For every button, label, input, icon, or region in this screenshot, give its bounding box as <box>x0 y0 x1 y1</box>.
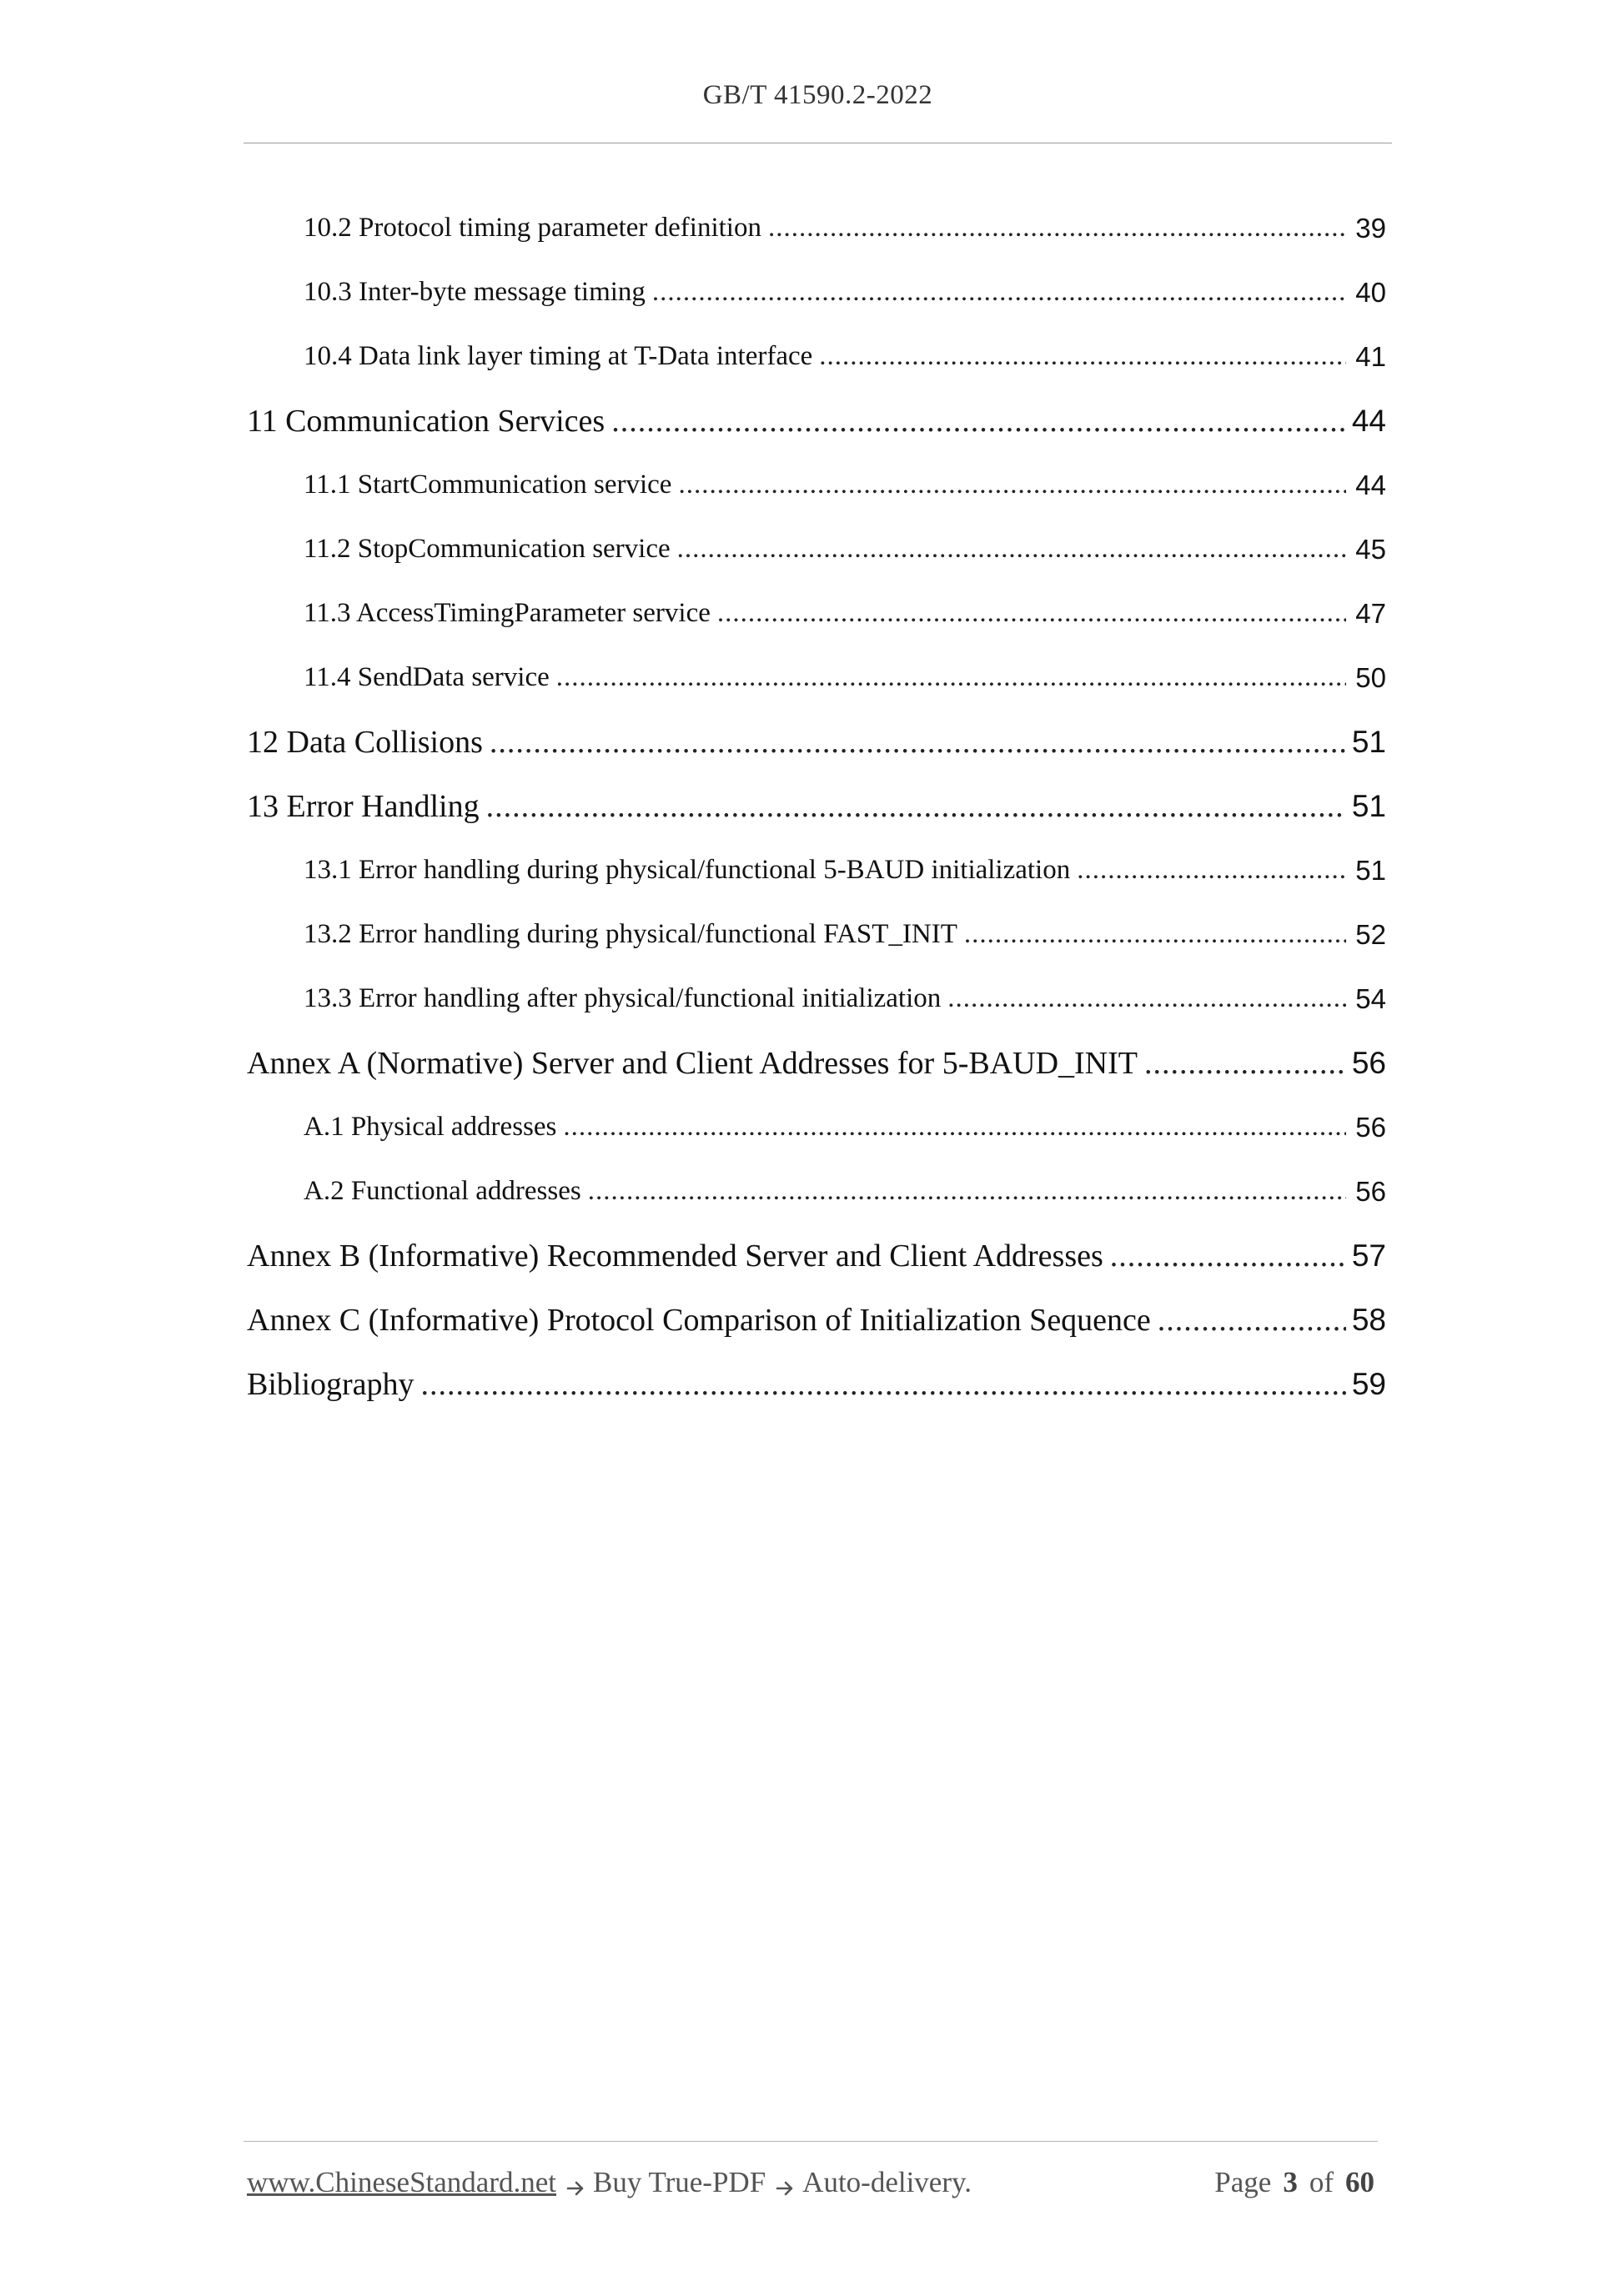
toc-entry-title: 11.3 AccessTimingParameter service <box>304 598 711 628</box>
toc-entry-title: Annex A (Normative) Server and Client Addresses for 5-BAUD_INIT <box>247 1045 1138 1081</box>
dot-leader <box>563 1112 1346 1143</box>
toc-entry-title: 11.4 SendData service <box>304 662 550 692</box>
dot-leader <box>421 1366 1346 1403</box>
dot-leader <box>652 277 1346 308</box>
toc-entry[interactable] <box>247 1159 1386 1223</box>
dot-leader <box>768 213 1346 244</box>
total-pages-number: 60 <box>1345 2166 1374 2198</box>
toc-entry-title: Annex C (Informative) Protocol Comparison of Initialization Sequence <box>247 1302 1151 1338</box>
toc-entry[interactable] <box>247 517 1386 581</box>
toc-entry-page: 51 <box>1355 854 1386 886</box>
toc-entry-title: 13.3 Error handling after physical/functional initialization <box>304 983 942 1013</box>
toc-entry-page: 57 <box>1351 1238 1386 1273</box>
toc-entry-title: 11 Communication Services <box>247 403 605 439</box>
dot-leader <box>1077 855 1346 886</box>
table-of-contents <box>247 196 1386 1416</box>
toc-entry[interactable] <box>247 646 1386 710</box>
toc-entry[interactable] <box>247 581 1386 646</box>
toc-entry-page: 44 <box>1355 469 1386 500</box>
toc-entry-page: 58 <box>1351 1302 1386 1337</box>
toc-entry[interactable] <box>247 260 1386 324</box>
current-page-number: 3 <box>1283 2166 1298 2198</box>
dot-leader <box>964 919 1346 950</box>
toc-entry-title: A.2 Functional addresses <box>304 1176 581 1206</box>
toc-entry-page: 39 <box>1355 212 1386 244</box>
toc-entry-title: Annex B (Informative) Recommended Server and Client Addresses <box>247 1238 1103 1274</box>
toc-entry-page: 56 <box>1355 1175 1386 1207</box>
dot-leader <box>819 341 1346 372</box>
dot-leader <box>611 403 1346 440</box>
toc-entry-page: 41 <box>1355 340 1386 372</box>
toc-entry[interactable] <box>247 1095 1386 1159</box>
toc-entry[interactable] <box>247 196 1386 260</box>
page-footer <box>247 2162 1374 2203</box>
page-number <box>1214 2166 1374 2199</box>
toc-entry[interactable] <box>247 1031 1386 1095</box>
toc-entry-page: 54 <box>1355 982 1386 1014</box>
buy-true-pdf-text: Buy True-PDF <box>593 2166 766 2198</box>
toc-entry-page: 52 <box>1355 918 1386 950</box>
toc-entry-page: 47 <box>1355 597 1386 629</box>
arrow-right-icon <box>776 2173 796 2193</box>
auto-delivery-text: Auto-delivery. <box>802 2166 972 2198</box>
dot-leader <box>717 598 1346 629</box>
toc-entry[interactable] <box>247 838 1386 902</box>
toc-entry-title: 13.1 Error handling during physical/functional 5-BAUD initialization <box>304 855 1071 885</box>
toc-entry[interactable] <box>247 453 1386 517</box>
toc-entry-page: 56 <box>1355 1111 1386 1143</box>
toc-entry-page: 51 <box>1351 724 1386 759</box>
toc-entry[interactable] <box>247 710 1386 774</box>
toc-entry[interactable] <box>247 902 1386 967</box>
toc-entry-title: 11.2 StopCommunication service <box>304 534 671 564</box>
toc-entry[interactable] <box>247 1223 1386 1288</box>
toc-entry[interactable] <box>247 1288 1386 1352</box>
dot-leader <box>556 662 1346 693</box>
dot-leader <box>678 470 1346 500</box>
arrow-right-icon <box>566 2173 586 2193</box>
dot-leader <box>588 1176 1346 1207</box>
dot-leader <box>1110 1238 1346 1274</box>
dot-leader <box>1158 1302 1346 1339</box>
toc-entry-page: 40 <box>1355 276 1386 308</box>
toc-entry-title: Bibliography <box>247 1366 415 1402</box>
toc-entry[interactable] <box>247 774 1386 838</box>
toc-entry[interactable] <box>247 1352 1386 1416</box>
toc-entry-page: 45 <box>1355 533 1386 565</box>
dot-leader <box>947 983 1346 1014</box>
of-word: of <box>1309 2166 1334 2198</box>
page-word: Page <box>1214 2166 1272 2198</box>
document-code: GB/T 41590.2-2022 <box>702 80 933 110</box>
toc-entry-title: 13 Error Handling <box>247 788 480 824</box>
dot-leader <box>486 788 1346 825</box>
toc-entry-page: 51 <box>1351 788 1386 823</box>
toc-entry[interactable] <box>247 389 1386 453</box>
footer-divider <box>244 2141 1378 2142</box>
toc-entry-page: 59 <box>1351 1366 1386 1401</box>
dot-leader <box>1144 1045 1346 1082</box>
dot-leader <box>677 534 1346 565</box>
toc-entry[interactable] <box>247 967 1386 1031</box>
toc-entry-title: A.1 Physical addresses <box>304 1112 557 1142</box>
dot-leader <box>490 724 1346 761</box>
footer-promo <box>247 2166 972 2199</box>
toc-entry-title: 10.2 Protocol timing parameter definition <box>304 213 761 243</box>
toc-entry-page: 50 <box>1355 661 1386 693</box>
toc-entry-title: 12 Data Collisions <box>247 724 483 760</box>
site-link[interactable]: www.ChineseStandard.net <box>247 2166 556 2198</box>
running-header <box>244 80 1392 111</box>
toc-entry[interactable] <box>247 324 1386 389</box>
toc-entry-title: 13.2 Error handling during physical/functional FAST_INIT <box>304 919 957 949</box>
toc-entry-page: 56 <box>1351 1045 1386 1080</box>
toc-entry-title: 11.1 StartCommunication service <box>304 470 672 500</box>
toc-entry-title: 10.3 Inter-byte message timing <box>304 277 646 307</box>
toc-entry-page: 44 <box>1351 403 1386 438</box>
toc-entry-title: 10.4 Data link layer timing at T-Data interface <box>304 341 813 371</box>
